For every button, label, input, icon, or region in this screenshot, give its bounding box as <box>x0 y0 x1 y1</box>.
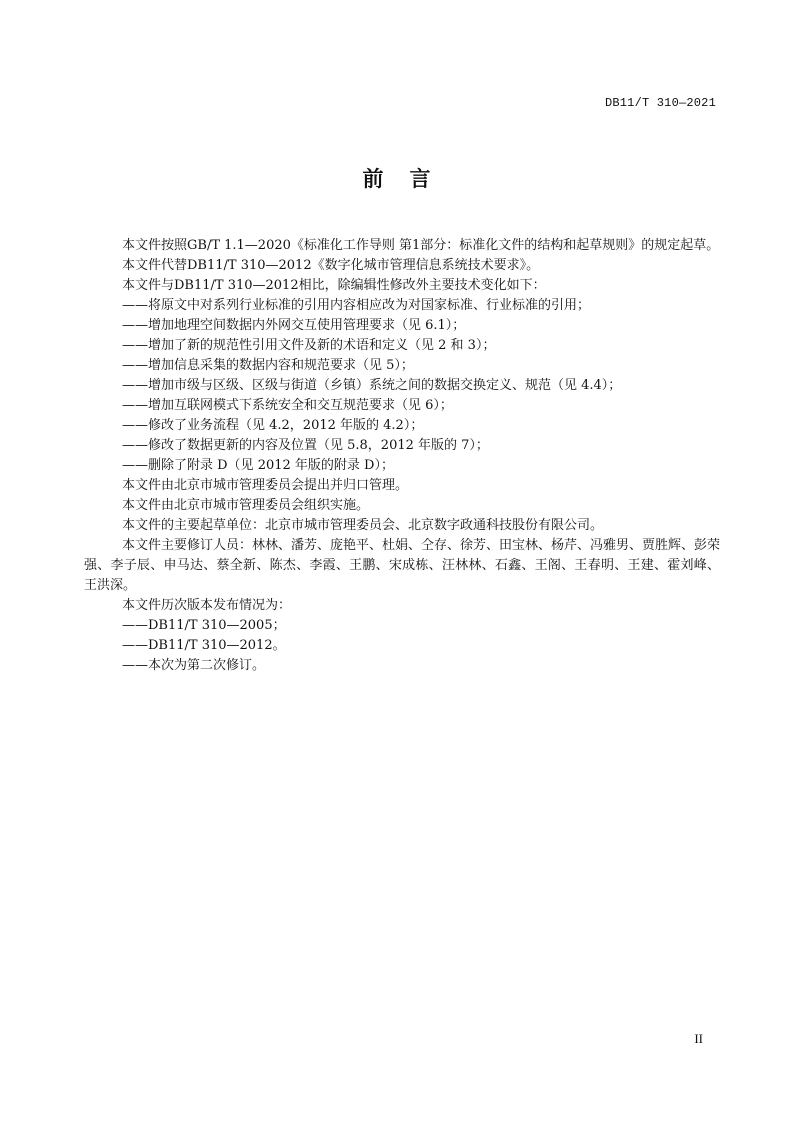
change-item: ——修改了数据更新的内容及位置（见 5.8，2012 年版的 7）； <box>122 438 489 453</box>
paragraph-basis: 本文件按照GB/T 1.1—2020《标准化工作导则 第1部分：标准化文件的结构和起草规则》的规定起草。 <box>122 238 720 253</box>
document-code: DB11/T 310—2021 <box>604 96 716 110</box>
change-item: ——增加互联网模式下系统安全和交互规范要求（见 6）； <box>122 398 453 413</box>
history-item: ——DB11/T 310—2005； <box>122 618 286 633</box>
history-item: ——本次为第二次修订。 <box>122 658 266 673</box>
foreword-body <box>84 236 720 676</box>
paragraph-drafting-units: 本文件的主要起草单位：北京市城市管理委员会、北京数字政通科技股份有限公司。 <box>122 518 604 533</box>
history-item: ——DB11/T 310—2012。 <box>122 638 286 653</box>
page-title: 前言 <box>362 167 457 191</box>
change-item: ——删除了附录 D（见 2012 年版的附录 D）； <box>122 458 394 473</box>
change-item: ——增加地理空间数据内外网交互使用管理要求（见 6.1）； <box>122 318 466 333</box>
change-item: ——增加了新的规范性引用文件及新的术语和定义（见 2 和 3）； <box>122 338 496 353</box>
paragraph-replaces: 本文件代替DB11/T 310—2012《数字化城市管理信息系统技术要求》。 <box>122 258 540 273</box>
change-item: ——增加市级与区级、区级与街道（乡镇）系统之间的数据交换定义、规范（见 4.4）； <box>122 378 622 393</box>
change-item: ——将原文中对系列行业标准的引用内容相应改为对国家标准、行业标准的引用； <box>122 298 591 313</box>
change-item: ——增加信息采集的数据内容和规范要求（见 5）； <box>122 358 414 373</box>
paragraph-changes-intro: 本文件与DB11/T 310—2012相比，除编辑性修改外主要技术变化如下： <box>122 278 546 293</box>
change-item: ——修改了业务流程（见 4.2，2012 年版的 4.2）； <box>122 418 424 433</box>
page-number: II <box>694 1031 703 1046</box>
paragraph-history-intro: 本文件历次版本发布情况为： <box>122 598 292 613</box>
paragraph-proposer: 本文件由北京市城市管理委员会提出并归口管理。 <box>122 478 409 493</box>
paragraph-drafters: 本文件主要修订人员：林林、潘芳、庞艳平、杜娟、仝存、徐芳、田宝林、杨芹、冯雅男、贾胜辉、彭荣强、李子辰、申马达、蔡全新、陈杰、李霞、王鹏、宋成栋、汪林林、石鑫、王阁、王春明、王建、霍刘峰、王洪深。 <box>84 538 721 593</box>
paragraph-implementer: 本文件由北京市城市管理委员会组织实施。 <box>122 498 370 513</box>
